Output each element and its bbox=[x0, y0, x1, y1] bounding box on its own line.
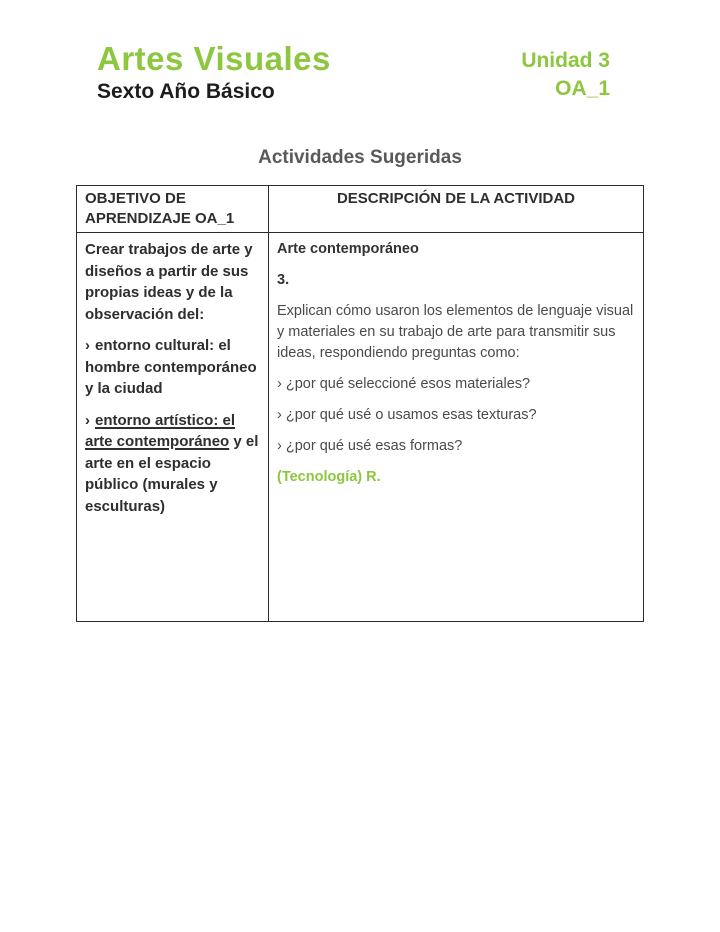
page-title: Artes Visuales bbox=[97, 40, 331, 77]
objective-bullet-2 bbox=[85, 410, 260, 518]
unit-label: Unidad 3 bbox=[521, 49, 610, 72]
objective-cell bbox=[77, 233, 269, 622]
page-subtitle: Sexto Año Básico bbox=[97, 80, 275, 103]
table-body-row bbox=[77, 233, 644, 622]
header-right-block bbox=[521, 41, 610, 104]
bullet-text: y el arte en el espacio público (murales y esculturas) bbox=[85, 433, 259, 515]
activities-table bbox=[76, 185, 644, 622]
bullet-underlined-text: entorno artístico: el arte contemporáneo bbox=[85, 411, 236, 450]
table-header-row bbox=[77, 186, 644, 233]
objective-bullet-1 bbox=[85, 335, 260, 400]
col-header-description: DESCRIPCIÓN DE LA ACTIVIDAD bbox=[269, 186, 644, 233]
document-header bbox=[0, 0, 720, 104]
activity-question-1: › ¿por qué seleccioné esos materiales? bbox=[277, 376, 531, 392]
oa-label: OA_1 bbox=[555, 77, 610, 100]
bullet-marker: › bbox=[85, 411, 90, 429]
header-left-block bbox=[97, 41, 331, 104]
col-header-objective: OBJETIVO DE APRENDIZAJE OA_1 bbox=[77, 186, 269, 233]
bullet-text: entorno cultural: el hombre contemporáneo y la ciudad bbox=[85, 337, 257, 397]
bullet-marker: › bbox=[85, 337, 90, 354]
section-heading: Actividades Sugeridas bbox=[258, 147, 462, 168]
activity-cell bbox=[269, 233, 644, 622]
activity-number: 3. bbox=[277, 272, 290, 288]
activity-question-3: › ¿por qué usé esas formas? bbox=[277, 438, 463, 454]
activity-paragraph: Explican cómo usaron los elementos de lenguaje visual y materiales en su trabajo de arte para transmitir sus ideas, respondiendo preguntas como: bbox=[277, 303, 634, 361]
objective-intro: Crear trabajos de arte y diseños a partir de sus propias ideas y de la observación del: bbox=[85, 241, 253, 323]
activity-question-2: › ¿por qué usé o usamos esas texturas? bbox=[277, 407, 537, 423]
activity-footer-note: (Tecnología) R. bbox=[277, 469, 381, 485]
activity-title: Arte contemporáneo bbox=[277, 241, 419, 257]
